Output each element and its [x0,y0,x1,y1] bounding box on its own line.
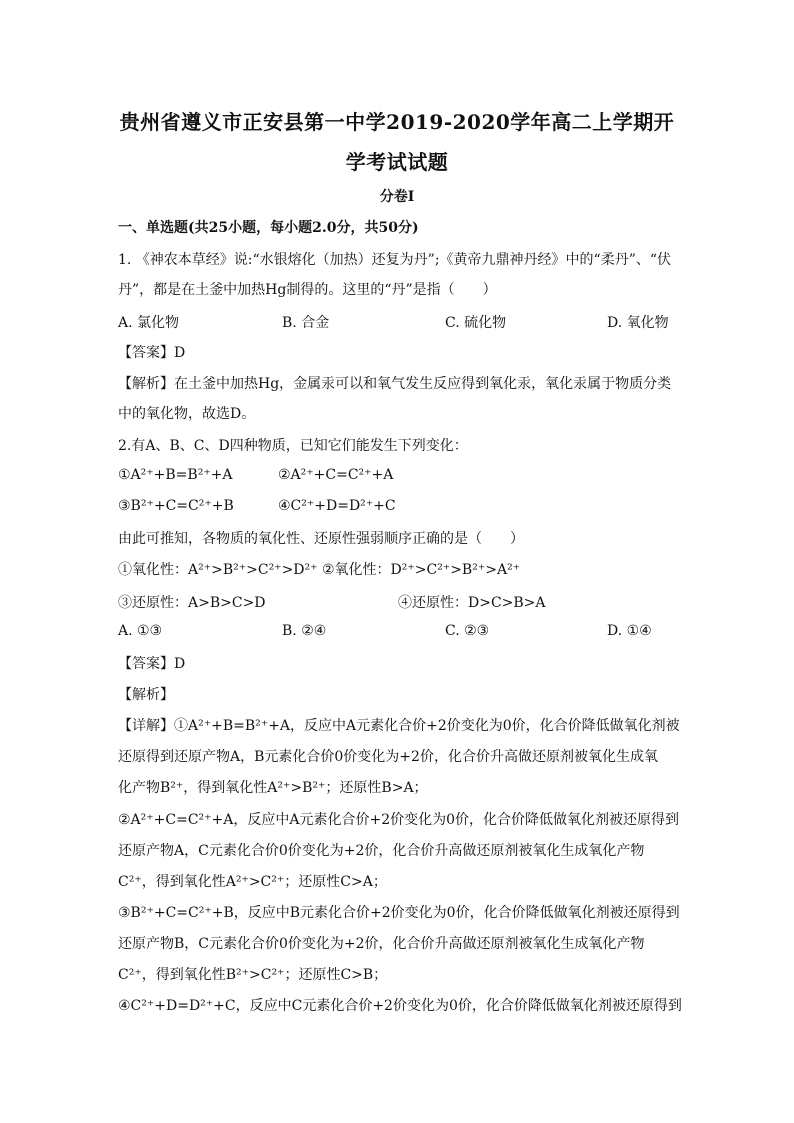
q2-detail-line: 还原产物A，C元素化合价0价变化为+2价，化合价升高做还原剂被氧化生成氧化产物 [118,843,645,859]
q2-detail-line: C²⁺，得到氧化性B²⁺>C²⁺；还原性C>B； [118,967,388,983]
q2-reaction-3: ③B²⁺+C=C²⁺+B [118,498,234,514]
q2-statement-3: ③还原性：A>B>C>D [118,595,266,611]
q2-reaction-4: ④C²⁺+D=D²⁺+C [278,498,396,514]
document-title-line-2: 学考试试题 [345,150,449,174]
q2-analysis-heading: 【解析】 [118,687,174,703]
q2-option-d: D. ①④ [607,623,652,639]
q2-detail-line: C²⁺，得到氧化性A²⁺>C²⁺；还原性C>A； [118,874,387,890]
q2-option-a: A. ①③ [118,623,163,639]
section-subtitle: 分卷I [379,189,415,205]
q2-question: 由此可推知，各物质的氧化性、还原性强弱顺序正确的是（ ） [118,531,524,547]
q2-statement-4: ④还原性：D>C>B>A [398,595,546,611]
q2-detail-line: 【详解】①A²⁺+B=B²⁺+A，反应中A元素化合价+2价变化为0价，化合价降低做氧化剂被 [118,718,680,734]
q2-answer: 【答案】D [118,656,186,672]
q1-option-b: B. 合金 [282,315,330,331]
q2-statement-1-2: ①氧化性：A²⁺>B²⁺>C²⁺>D²⁺ ②氧化性：D²⁺>C²⁺>B²⁺>A²⁺ [118,562,521,578]
q1-analysis-line-2: 中的氧化物，故选D。 [118,406,256,422]
q2-detail-line: ②A²⁺+C=C²⁺+A，反应中A元素化合价+2价变化为0价，化合价降低做氧化剂被还原得到 [118,812,680,828]
section-heading: 一、单选题(共25小题，每小题2.0分，共50分) [118,220,419,236]
q1-stem-line-1: 1. 《神农本草经》说:“水银熔化（加热）还复为丹”;《黄帝九鼎神丹经》中的“柔丹”、“伏 [118,252,672,268]
q2-stem: 2.有A、B、C、D四种物质，已知它们能发生下列变化： [118,438,468,454]
q1-option-d: D. 氧化物 [607,315,669,331]
q2-detail-line: 还原得到还原产物A，B元素化合价0价变化为+2价，化合价升高做还原剂被氧化生成氧 [118,749,658,765]
q1-option-c: C. 硫化物 [445,315,507,331]
q2-detail-line: 还原产物B，C元素化合价0价变化为+2价，化合价升高做还原剂被氧化生成氧化产物 [118,936,645,952]
document-title-line-1: 贵州省遵义市正安县第一中学2019-2020学年高二上学期开 [119,110,675,134]
q2-option-c: C. ②③ [445,623,490,639]
q2-option-b: B. ②④ [282,623,327,639]
q1-answer: 【答案】D [118,345,186,361]
q2-reaction-1: ①A²⁺+B=B²⁺+A [118,467,233,483]
q1-analysis-line-1: 【解析】在土釜中加热Hg，金属汞可以和氧气发生反应得到氧化汞，氧化汞属于物质分类 [118,376,672,392]
q2-reaction-2: ②A²⁺+C=C²⁺+A [278,467,394,483]
q2-detail-line: ④C²⁺+D=D²⁺+C，反应中C元素化合价+2价变化为0价，化合价降低做氧化剂被还原得到 [118,998,682,1014]
q1-option-a: A. 氯化物 [118,315,180,331]
q2-detail-line: 化产物B²⁺，得到氧化性A²⁺>B²⁺；还原性B>A； [118,780,428,796]
q1-stem-line-2: 丹”，都是在土釜中加热Hg制得的。这里的“丹”是指（ ） [118,282,497,298]
q2-detail-line: ③B²⁺+C=C²⁺+B，反应中B元素化合价+2价变化为0价，化合价降低做氧化剂被还原得到 [118,905,680,921]
